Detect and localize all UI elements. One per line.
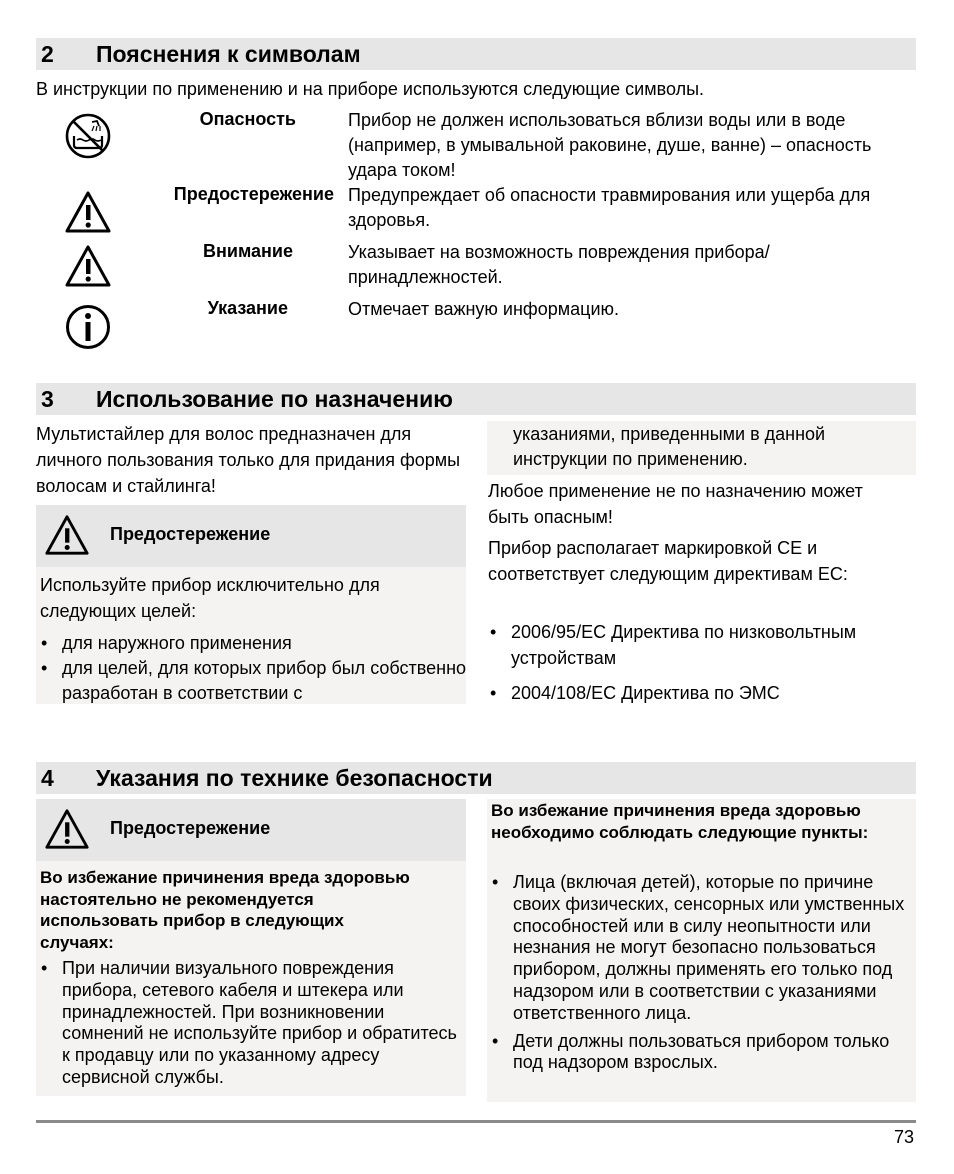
section-title: Использование по назначению (96, 386, 453, 412)
section-3-header (36, 383, 916, 415)
warning-bullet-list (38, 958, 462, 1089)
no-water-bath-icon (64, 112, 112, 160)
section-number: 3 (41, 386, 54, 412)
warning-text: Используйте прибор исключительно для следующих целей: (40, 575, 380, 621)
warning-bullet-list (38, 631, 466, 706)
warning-box-header (36, 505, 466, 567)
warning-triangle-icon (64, 190, 112, 234)
ce-paragraph: Прибор располагает маркировкой CE и соответствует следующим директивам ЕС: (488, 538, 848, 584)
warning-box-header (36, 799, 466, 861)
section-title: Пояснения к символам (96, 41, 361, 67)
warning-title: Предостережение (110, 818, 271, 838)
safety-bullet-list (489, 872, 913, 1074)
list-item: • для целей, для которых прибор был собственно разработан в соответствии с (38, 656, 466, 706)
symbol-label-note: Указание (207, 298, 288, 318)
list-item: • При наличии визуального повреждения прибора, сетевого кабеля и штекера или принадлежностей. При возникновении сомнений не используйте прибор и обратитесь к продавцу или по указанному адресу сервисной службы. (38, 958, 462, 1089)
list-item: • 2006/95/EC Директива по низковольтным устройствам (487, 619, 917, 671)
info-circle-icon (65, 304, 111, 350)
safety-bold-intro: Во избежание причинения вреда здоровью необходимо соблюдать следующие пункты: (491, 801, 869, 842)
section-2-header (36, 38, 916, 70)
symbol-desc-warning: Предупреждает об опасности травмирования или ущерба для здоровья. (348, 185, 871, 230)
warning-triangle-icon (44, 513, 90, 557)
warning-box-continuation (487, 421, 916, 475)
symbol-desc-caution: Указывает на возможность повреждения прибора/принадлежностей. (348, 242, 770, 287)
warning-bold-intro: Во избежание причинения вреда здоровью настоятельно не рекомендуется использовать прибор в следующих случаях: (40, 868, 410, 952)
symbol-label-danger: Опасность (199, 109, 296, 129)
list-item: • 2004/108/EC Директива по ЭМС (487, 680, 917, 706)
symbol-label-caution: Внимание (203, 241, 293, 261)
warning-title: Предостережение (110, 524, 271, 544)
section-number: 2 (41, 41, 54, 67)
symbol-desc-danger: Прибор не должен использоваться вблизи воды или в воде (например, в умывальной раковине, душе, ванне) – опасность удара током! (348, 110, 872, 180)
section-2-intro: В инструкции по применению и на приборе используются следующие символы. (36, 79, 705, 99)
section-4-header (36, 762, 916, 794)
section-number: 4 (41, 765, 54, 791)
directives-list (487, 619, 917, 706)
warning-continuation-text: указаниями, приведенными в данной инструкции по применению. (513, 424, 826, 469)
list-item: • Лица (включая детей), которые по причине своих физических, сенсорных или умственных способностей или в силу неопытности или незнания не могут безопасно пользоваться прибором, должны применять его только под надзором или в соответствии с указаниями ответственного лица. (489, 872, 913, 1025)
warning-triangle-icon (44, 807, 90, 851)
list-item: • для наружного применения (38, 631, 466, 656)
symbol-desc-note: Отмечает важную информацию. (348, 299, 620, 319)
footer-divider (36, 1120, 916, 1123)
list-item: • Дети должны пользоваться прибором только под надзором взрослых. (489, 1031, 913, 1075)
section-3-intro: Мультистайлер для волос предназначен для личного пользования только для придания формы волосам и стайлинга! (36, 424, 461, 496)
page-number: 73 (893, 1127, 914, 1147)
symbol-label-warning: Предостережение (173, 184, 334, 204)
section-title: Указания по технике безопасности (96, 765, 493, 791)
misuse-paragraph: Любое применение не по назначению может быть опасным! (488, 481, 863, 527)
warning-triangle-icon (64, 244, 112, 288)
